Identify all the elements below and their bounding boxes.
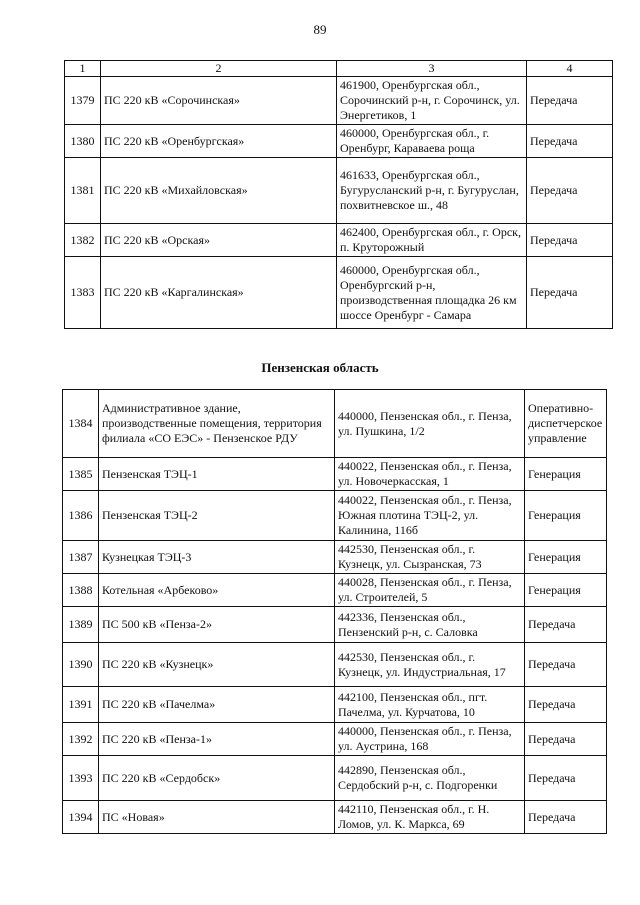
column-header: 4 [527,61,613,77]
section-title: Пензенская область [261,360,379,375]
object-address: 440022, Пензенская обл., г. Пенза, Южная плотина ТЭЦ-2, ул. Калинина, 116б [335,491,525,541]
object-address: 440000, Пензенская обл., г. Пенза, ул. Аустрина, 168 [335,723,525,756]
column-header: 3 [337,61,527,77]
object-name: Пензенская ТЭЦ-2 [99,491,335,541]
object-function: Передача [527,125,613,158]
row-number: 1389 [63,607,99,643]
object-address: 461900, Оренбургская обл., Сорочинский р-н, г. Сорочинск, ул. Энергетиков, 1 [337,77,527,125]
object-name: ПС 220 кВ «Михайловская» [101,158,337,224]
object-name: ПС 220 кВ «Оренбургская» [101,125,337,158]
row-number: 1388 [63,574,99,607]
row-number: 1391 [63,687,99,723]
object-name: ПС «Новая» [99,801,335,834]
object-function: Передача [527,158,613,224]
object-address: 442890, Пензенская обл., Сердобский р-н, с. Подгоренки [335,756,525,801]
object-address: 460000, Оренбургская обл., г. Оренбург, Караваева роща [337,125,527,158]
table-row [63,491,607,541]
object-name: ПС 220 кВ «Кузнецк» [99,643,335,687]
row-number: 1383 [65,257,101,329]
table-header-row [65,61,613,77]
row-number: 1394 [63,801,99,834]
object-name: ПС 500 кВ «Пенза-2» [99,607,335,643]
object-function: Передача [527,224,613,257]
object-address: 440028, Пензенская обл., г. Пенза, ул. Строителей, 5 [335,574,525,607]
row-number: 1382 [65,224,101,257]
table-row [65,224,613,257]
table-row [63,723,607,756]
object-address: 442110, Пензенская обл., г. Н. Ломов, ул. К. Маркса, 69 [335,801,525,834]
object-address: 442530, Пензенская обл., г. Кузнецк, ул. Сызранская, 73 [335,541,525,574]
table-row [63,541,607,574]
object-name: ПС 220 кВ «Орская» [101,224,337,257]
object-address: 461633, Оренбургская обл., Бугурусланский р-н, г. Бугуруслан, похвитневское ш., 48 [337,158,527,224]
object-function: Передача [527,77,613,125]
table-row [63,687,607,723]
table-row [63,390,607,458]
table-row [65,257,613,329]
object-name: ПС 220 кВ «Каргалинская» [101,257,337,329]
row-number: 1386 [63,491,99,541]
table-row [65,158,613,224]
object-name: Административное здание, производственные помещения, территория филиала «СО ЕЭС» - Пензенское РДУ [99,390,335,458]
table-row [63,756,607,801]
object-address: 442336, Пензенская обл., Пензенский р-н, с. Саловка [335,607,525,643]
object-function: Генерация [525,491,607,541]
object-function: Передача [525,723,607,756]
object-address: 440022, Пензенская обл., г. Пенза, ул. Новочеркасская, 1 [335,458,525,491]
column-header: 2 [101,61,337,77]
table-row [63,607,607,643]
table-row [63,458,607,491]
table-row [63,574,607,607]
object-name: Кузнецкая ТЭЦ-3 [99,541,335,574]
substation-table-penza [62,389,607,834]
object-function: Оперативно-диспетчерское управление [525,390,607,458]
object-name: ПС 220 кВ «Пенза-1» [99,723,335,756]
object-function: Генерация [525,458,607,491]
table-row [65,77,613,125]
object-address: 460000, Оренбургская обл., Оренбургский р-н, производственная площадка 26 км шоссе Оренбург - Самара [337,257,527,329]
object-function: Передача [527,257,613,329]
row-number: 1384 [63,390,99,458]
table-row [63,801,607,834]
table-row [63,643,607,687]
object-function: Передача [525,687,607,723]
row-number: 1390 [63,643,99,687]
object-name: ПС 220 кВ «Пачелма» [99,687,335,723]
row-number: 1379 [65,77,101,125]
object-address: 462400, Оренбургская обл., г. Орск, п. Круторожный [337,224,527,257]
row-number: 1381 [65,158,101,224]
row-number: 1387 [63,541,99,574]
column-header: 1 [65,61,101,77]
table-row [65,125,613,158]
row-number: 1385 [63,458,99,491]
object-name: ПС 220 кВ «Сердобск» [99,756,335,801]
object-function: Передача [525,801,607,834]
object-address: 440000, Пензенская обл., г. Пенза, ул. Пушкина, 1/2 [335,390,525,458]
row-number: 1393 [63,756,99,801]
object-function: Передача [525,756,607,801]
object-function: Передача [525,607,607,643]
object-name: ПС 220 кВ «Сорочинская» [101,77,337,125]
object-name: Пензенская ТЭЦ-1 [99,458,335,491]
page-number: 89 [313,22,327,37]
object-function: Генерация [525,574,607,607]
row-number: 1380 [65,125,101,158]
substation-table-orenburg [64,60,613,329]
object-address: 442100, Пензенская обл., пгт. Пачелма, ул. Курчатова, 10 [335,687,525,723]
object-function: Передача [525,643,607,687]
object-function: Генерация [525,541,607,574]
row-number: 1392 [63,723,99,756]
object-name: Котельная «Арбеково» [99,574,335,607]
object-address: 442530, Пензенская обл., г. Кузнецк, ул. Индустриальная, 17 [335,643,525,687]
